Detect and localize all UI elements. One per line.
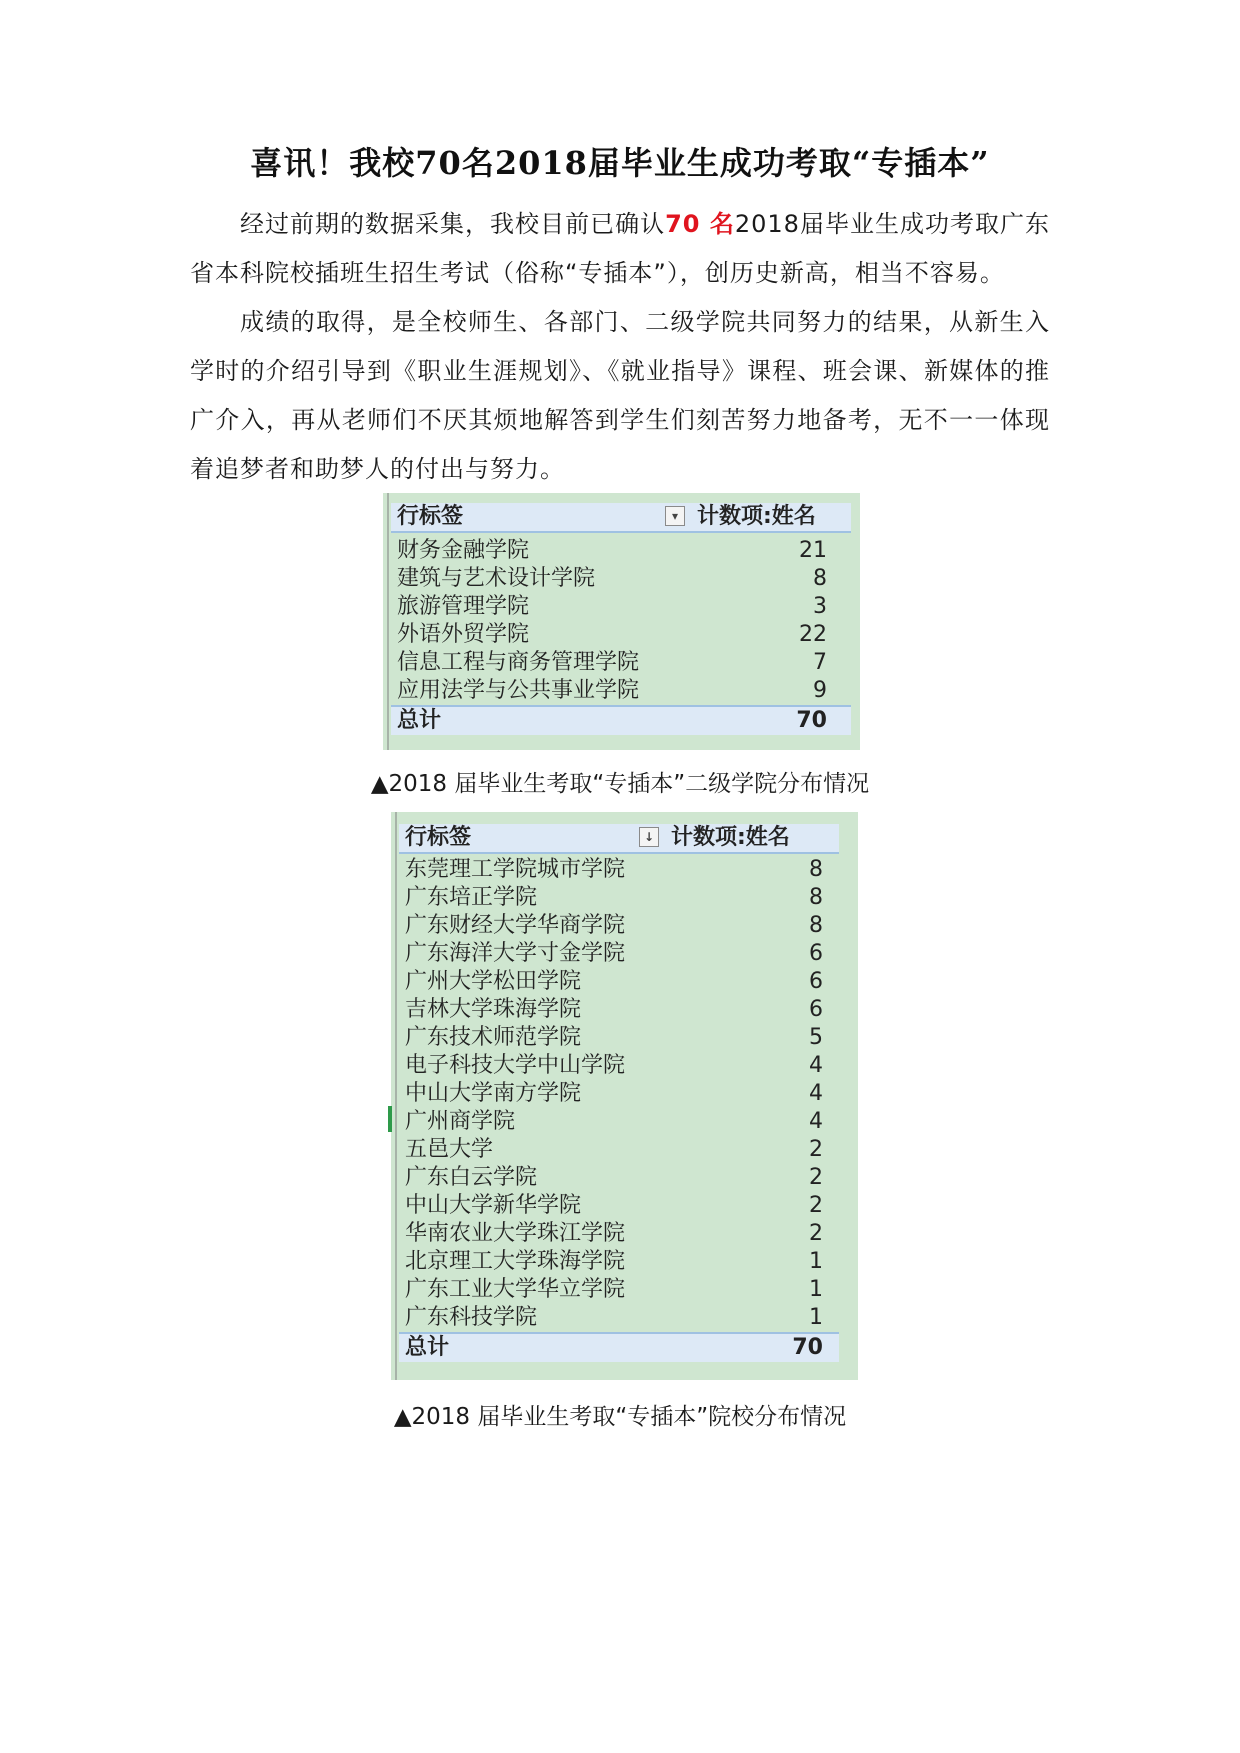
row-value: 8 [809,913,823,938]
table-row [399,1276,839,1304]
row-label: 电子科技大学中山学院 [405,1053,626,1078]
row-label: 旅游管理学院 [397,594,530,619]
row-value: 2 [809,1221,823,1246]
intro-text-before: 经过前期的数据采集，我校目前已确认 [240,210,666,238]
table-row [399,1304,839,1332]
row-value: 21 [799,538,827,563]
row-value: 2 [809,1137,823,1162]
table-row [399,884,839,912]
row-label: 信息工程与商务管理学院 [397,650,640,675]
row-label: 北京理工大学珠海学院 [405,1249,626,1274]
table-row [399,996,839,1024]
sheet-gridline [395,812,397,1380]
row-label: 建筑与艺术设计学院 [397,566,596,591]
page-title: 喜讯！我校70名2018届毕业生成功考取“专插本” [250,144,990,182]
university-pivot-table [391,812,858,1380]
row-label: 广东技术师范学院 [405,1025,582,1050]
row-label: 华南农业大学珠江学院 [405,1221,626,1246]
row-value: 6 [809,997,823,1022]
row-label: 广州商学院 [405,1109,516,1134]
row-label: 应用法学与公共事业学院 [397,678,640,703]
table-row [399,1108,839,1136]
table-row [391,621,851,649]
value-header: 计数项:姓名 [697,504,816,529]
table-row [399,1052,839,1080]
row-value: 8 [809,885,823,910]
body-paragraph: 成绩的取得，是全校师生、各部门、二级学院共同努力的结果，从新生入学时的介绍引导到《职业生涯规划》、《就业指导》课程、班会课、新媒体的推广介入，再从老师们不厌其烦地解答到学生们刻苦努力地备考，无不一一体现着追梦者和助梦人的付出与努力。 [190,308,1050,483]
row-label: 五邑大学 [405,1137,494,1162]
intro-paragraph [190,200,1050,298]
row-label: 广东培正学院 [405,885,538,910]
row-value: 4 [809,1081,823,1106]
row-value: 6 [809,941,823,966]
table-row [399,968,839,996]
table2-caption: ▲2018 届毕业生考取“专插本”院校分布情况 [393,1404,847,1430]
table1-caption: ▲2018 届毕业生考取“专插本”二级学院分布情况 [370,771,870,797]
total-value: 70 [792,1335,823,1360]
row-value: 4 [809,1109,823,1134]
table-row [391,593,851,621]
row-value: 1 [809,1305,823,1330]
table-row [399,1080,839,1108]
total-value: 70 [796,708,827,733]
row-label: 东莞理工学院城市学院 [405,857,626,882]
sheet-gridline [387,493,389,750]
sort-descending-icon[interactable]: ↓ [639,827,659,847]
table-row [399,940,839,968]
total-label: 总计 [405,1335,450,1360]
row-value: 8 [813,566,827,591]
table-row [399,1136,839,1164]
row-label: 吉林大学珠海学院 [405,997,582,1022]
table-row [391,677,851,705]
table-row [399,912,839,940]
row-label: 外语外贸学院 [397,622,530,647]
row-value: 5 [809,1025,823,1050]
row-label: 广东科技学院 [405,1305,538,1330]
row-label: 财务金融学院 [397,538,530,563]
intro-text-after: 2018届毕业生成功考取广东省本科院校插班生招生考试（俗称“专插本”），创历史新高，相当不容易。 [190,210,1050,287]
row-value: 7 [813,650,827,675]
total-label: 总计 [397,708,442,733]
row-value: 3 [813,594,827,619]
college-pivot-table [383,493,860,750]
row-label: 广州大学松田学院 [405,969,582,994]
table-row [399,1024,839,1052]
row-value: 6 [809,969,823,994]
row-value: 8 [809,857,823,882]
table-row [399,856,839,884]
pivot-header-row [399,824,839,854]
row-label: 广东财经大学华商学院 [405,913,626,938]
table-row [391,649,851,677]
table-row [399,1248,839,1276]
row-label: 中山大学新华学院 [405,1193,582,1218]
row-value: 9 [813,678,827,703]
total-row [391,705,851,735]
row-value: 2 [809,1193,823,1218]
row-value: 4 [809,1053,823,1078]
value-header: 计数项:姓名 [671,825,790,850]
table-row [399,1192,839,1220]
pivot-header-row [391,503,851,533]
row-value: 1 [809,1249,823,1274]
row-value: 22 [799,622,827,647]
row-label-header: 行标签 [397,504,464,529]
row-label: 广东白云学院 [405,1165,538,1190]
row-value: 2 [809,1165,823,1190]
total-row [399,1332,839,1362]
table-row [391,565,851,593]
row-value: 1 [809,1277,823,1302]
row-selection-indicator [388,1106,392,1132]
filter-dropdown-icon[interactable]: ▾ [665,506,685,526]
table-row [399,1164,839,1192]
intro-highlight: 70 名 [665,210,735,238]
row-label-header: 行标签 [405,825,472,850]
table-row [391,537,851,565]
table-row [399,1220,839,1248]
row-label: 中山大学南方学院 [405,1081,582,1106]
row-label: 广东海洋大学寸金学院 [405,941,626,966]
row-label: 广东工业大学华立学院 [405,1277,626,1302]
